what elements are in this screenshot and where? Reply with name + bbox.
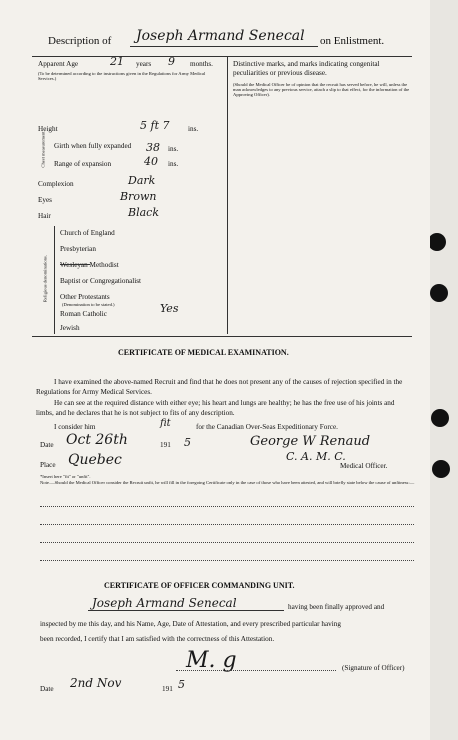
medical-officer-label: Medical Officer. bbox=[340, 462, 388, 470]
ins-label-girth: ins. bbox=[168, 145, 179, 153]
age-label: Apparent Age bbox=[38, 60, 79, 68]
officer-text-1: having been finally approved and bbox=[288, 603, 385, 611]
medical-paragraph-1: I have examined the above-named Recruit and find that he does not present any of the causes of rejection specified in the Regulations for Army Medical Services. bbox=[36, 378, 403, 396]
age-years: 21 bbox=[110, 55, 124, 68]
officer-signature-label: (Signature of Officer) bbox=[342, 664, 405, 672]
officer-year-prefix: 191 bbox=[162, 685, 173, 693]
religion-baptist: Baptist or Congregationalist bbox=[60, 277, 142, 285]
age-months: 9 bbox=[168, 55, 175, 68]
medical-date-value: Oct 26th bbox=[66, 432, 128, 448]
unfit-line bbox=[40, 524, 414, 525]
medical-date-label: Date bbox=[40, 441, 54, 449]
officer-text-3: been recorded, I certify that I am satisfied with the correctness of this Attestation. bbox=[40, 635, 275, 643]
height-label: Height bbox=[38, 125, 58, 133]
range-value: 40 bbox=[144, 155, 158, 168]
officer-date-value: 2nd Nov bbox=[70, 676, 122, 690]
marks-heading: Distinctive marks, and marks indicating congenital peculiarities or previous disease. bbox=[233, 60, 380, 77]
officer-date-label: Date bbox=[40, 685, 54, 693]
religion-other-protestants: Other Protestants bbox=[60, 293, 110, 301]
unfit-note: Note.—Should the Medical Officer consider the Recruit unfit, he will fill in the foregoing Certificate only in the case of those who have been attested, and will briefly state below the cause of unfitness:— bbox=[40, 480, 415, 485]
consider-suffix: for the Canadian Over-Seas Expeditionary Force. bbox=[196, 423, 338, 431]
officer-year-suffix: 5 bbox=[178, 678, 185, 691]
eyes-value: Brown bbox=[120, 190, 157, 203]
hair-label: Hair bbox=[38, 212, 51, 220]
binder-hole bbox=[430, 284, 448, 302]
binder-hole bbox=[428, 233, 446, 251]
religion-church-of-england: Church of England bbox=[60, 229, 115, 237]
height-value: 5 ft 7 bbox=[140, 119, 170, 132]
officer-heading: CERTIFICATE OF OFFICER COMMANDING UNIT. bbox=[104, 581, 295, 590]
unfit-line bbox=[40, 542, 414, 543]
medical-heading: CERTIFICATE OF MEDICAL EXAMINATION. bbox=[118, 348, 289, 357]
marks-note: (Should the Medical Officer be of opinion that the recruit has served before, he will, unless the man acknowledges to any previous service, attach a slip to that effect, for the information of the Approving Officer). bbox=[233, 82, 410, 98]
girth-label: Girth when fully expanded bbox=[54, 142, 132, 150]
religion-roman-catholic: Roman Catholic bbox=[60, 310, 107, 318]
header-prefix: Description of bbox=[48, 35, 112, 47]
officer-text-2: inspected by me this day, and his Name, Age, Date of Attestation, and every prescribed particular having bbox=[40, 620, 341, 628]
religion-presbyterian: Presbyterian bbox=[60, 245, 96, 253]
religion-denomination-note: (Denomination to be stated.) bbox=[62, 302, 115, 307]
complexion-value: Dark bbox=[128, 174, 156, 187]
page-edge bbox=[430, 0, 458, 740]
unfit-line bbox=[40, 560, 414, 561]
wesleyan-strike bbox=[60, 264, 90, 265]
binder-hole bbox=[432, 460, 450, 478]
eyes-label: Eyes bbox=[38, 196, 52, 204]
fit-value: fit bbox=[160, 418, 171, 429]
section-rule bbox=[32, 336, 412, 337]
officer-signature-line bbox=[176, 670, 336, 671]
religion-wesleyan: Wesleyan Methodist bbox=[60, 261, 119, 269]
medical-officer-signature: George W Renaud bbox=[250, 434, 371, 449]
years-label: years bbox=[136, 60, 152, 68]
officer-recruit-name: Joseph Armand Senecal bbox=[92, 596, 237, 610]
medical-year-prefix: 191 bbox=[160, 441, 171, 449]
place-value: Quebec bbox=[68, 452, 122, 468]
ins-label-height: ins. bbox=[188, 125, 199, 133]
rc-mark: Yes bbox=[160, 302, 179, 315]
ins-label-range: ins. bbox=[168, 160, 179, 168]
religion-jewish: Jewish bbox=[60, 324, 80, 332]
insert-note: *Insert here "fit" or "unfit". bbox=[40, 474, 91, 479]
medical-officer-rank: C. A. M. C. bbox=[286, 450, 346, 463]
hair-value: Black bbox=[128, 206, 159, 219]
place-label: Place bbox=[40, 461, 56, 469]
name-underline bbox=[130, 46, 318, 47]
age-note: (To be determined according to the instructions given in the Regulations for Army Medical Services.) bbox=[38, 71, 206, 82]
complexion-label: Complexion bbox=[38, 180, 74, 188]
recruit-name: Joseph Armand Senecal bbox=[136, 28, 305, 44]
officer-name-underline bbox=[88, 610, 284, 611]
medical-paragraph-2: He can see at the required distance with either eye; his heart and lungs are healthy; he has the free use of his joints and limbs, and he declares that he is not subject to fits of any description. bbox=[36, 399, 395, 417]
months-label: months. bbox=[190, 60, 213, 68]
girth-value: 38 bbox=[146, 141, 160, 154]
binder-hole bbox=[431, 409, 449, 427]
header-suffix: on Enlistment. bbox=[320, 35, 385, 47]
officer-signature: M. g bbox=[186, 648, 237, 673]
range-label: Range of expansion bbox=[54, 160, 112, 168]
consider-prefix: I consider him bbox=[54, 423, 96, 431]
medical-year-suffix: 5 bbox=[184, 436, 191, 449]
unfit-line bbox=[40, 506, 414, 507]
column-divider bbox=[227, 56, 228, 334]
top-rule bbox=[32, 56, 412, 57]
religion-side-label: Religious denominations. bbox=[42, 255, 48, 303]
chest-side-label: Chest measurement. bbox=[40, 130, 46, 168]
religion-bracket bbox=[54, 226, 55, 334]
